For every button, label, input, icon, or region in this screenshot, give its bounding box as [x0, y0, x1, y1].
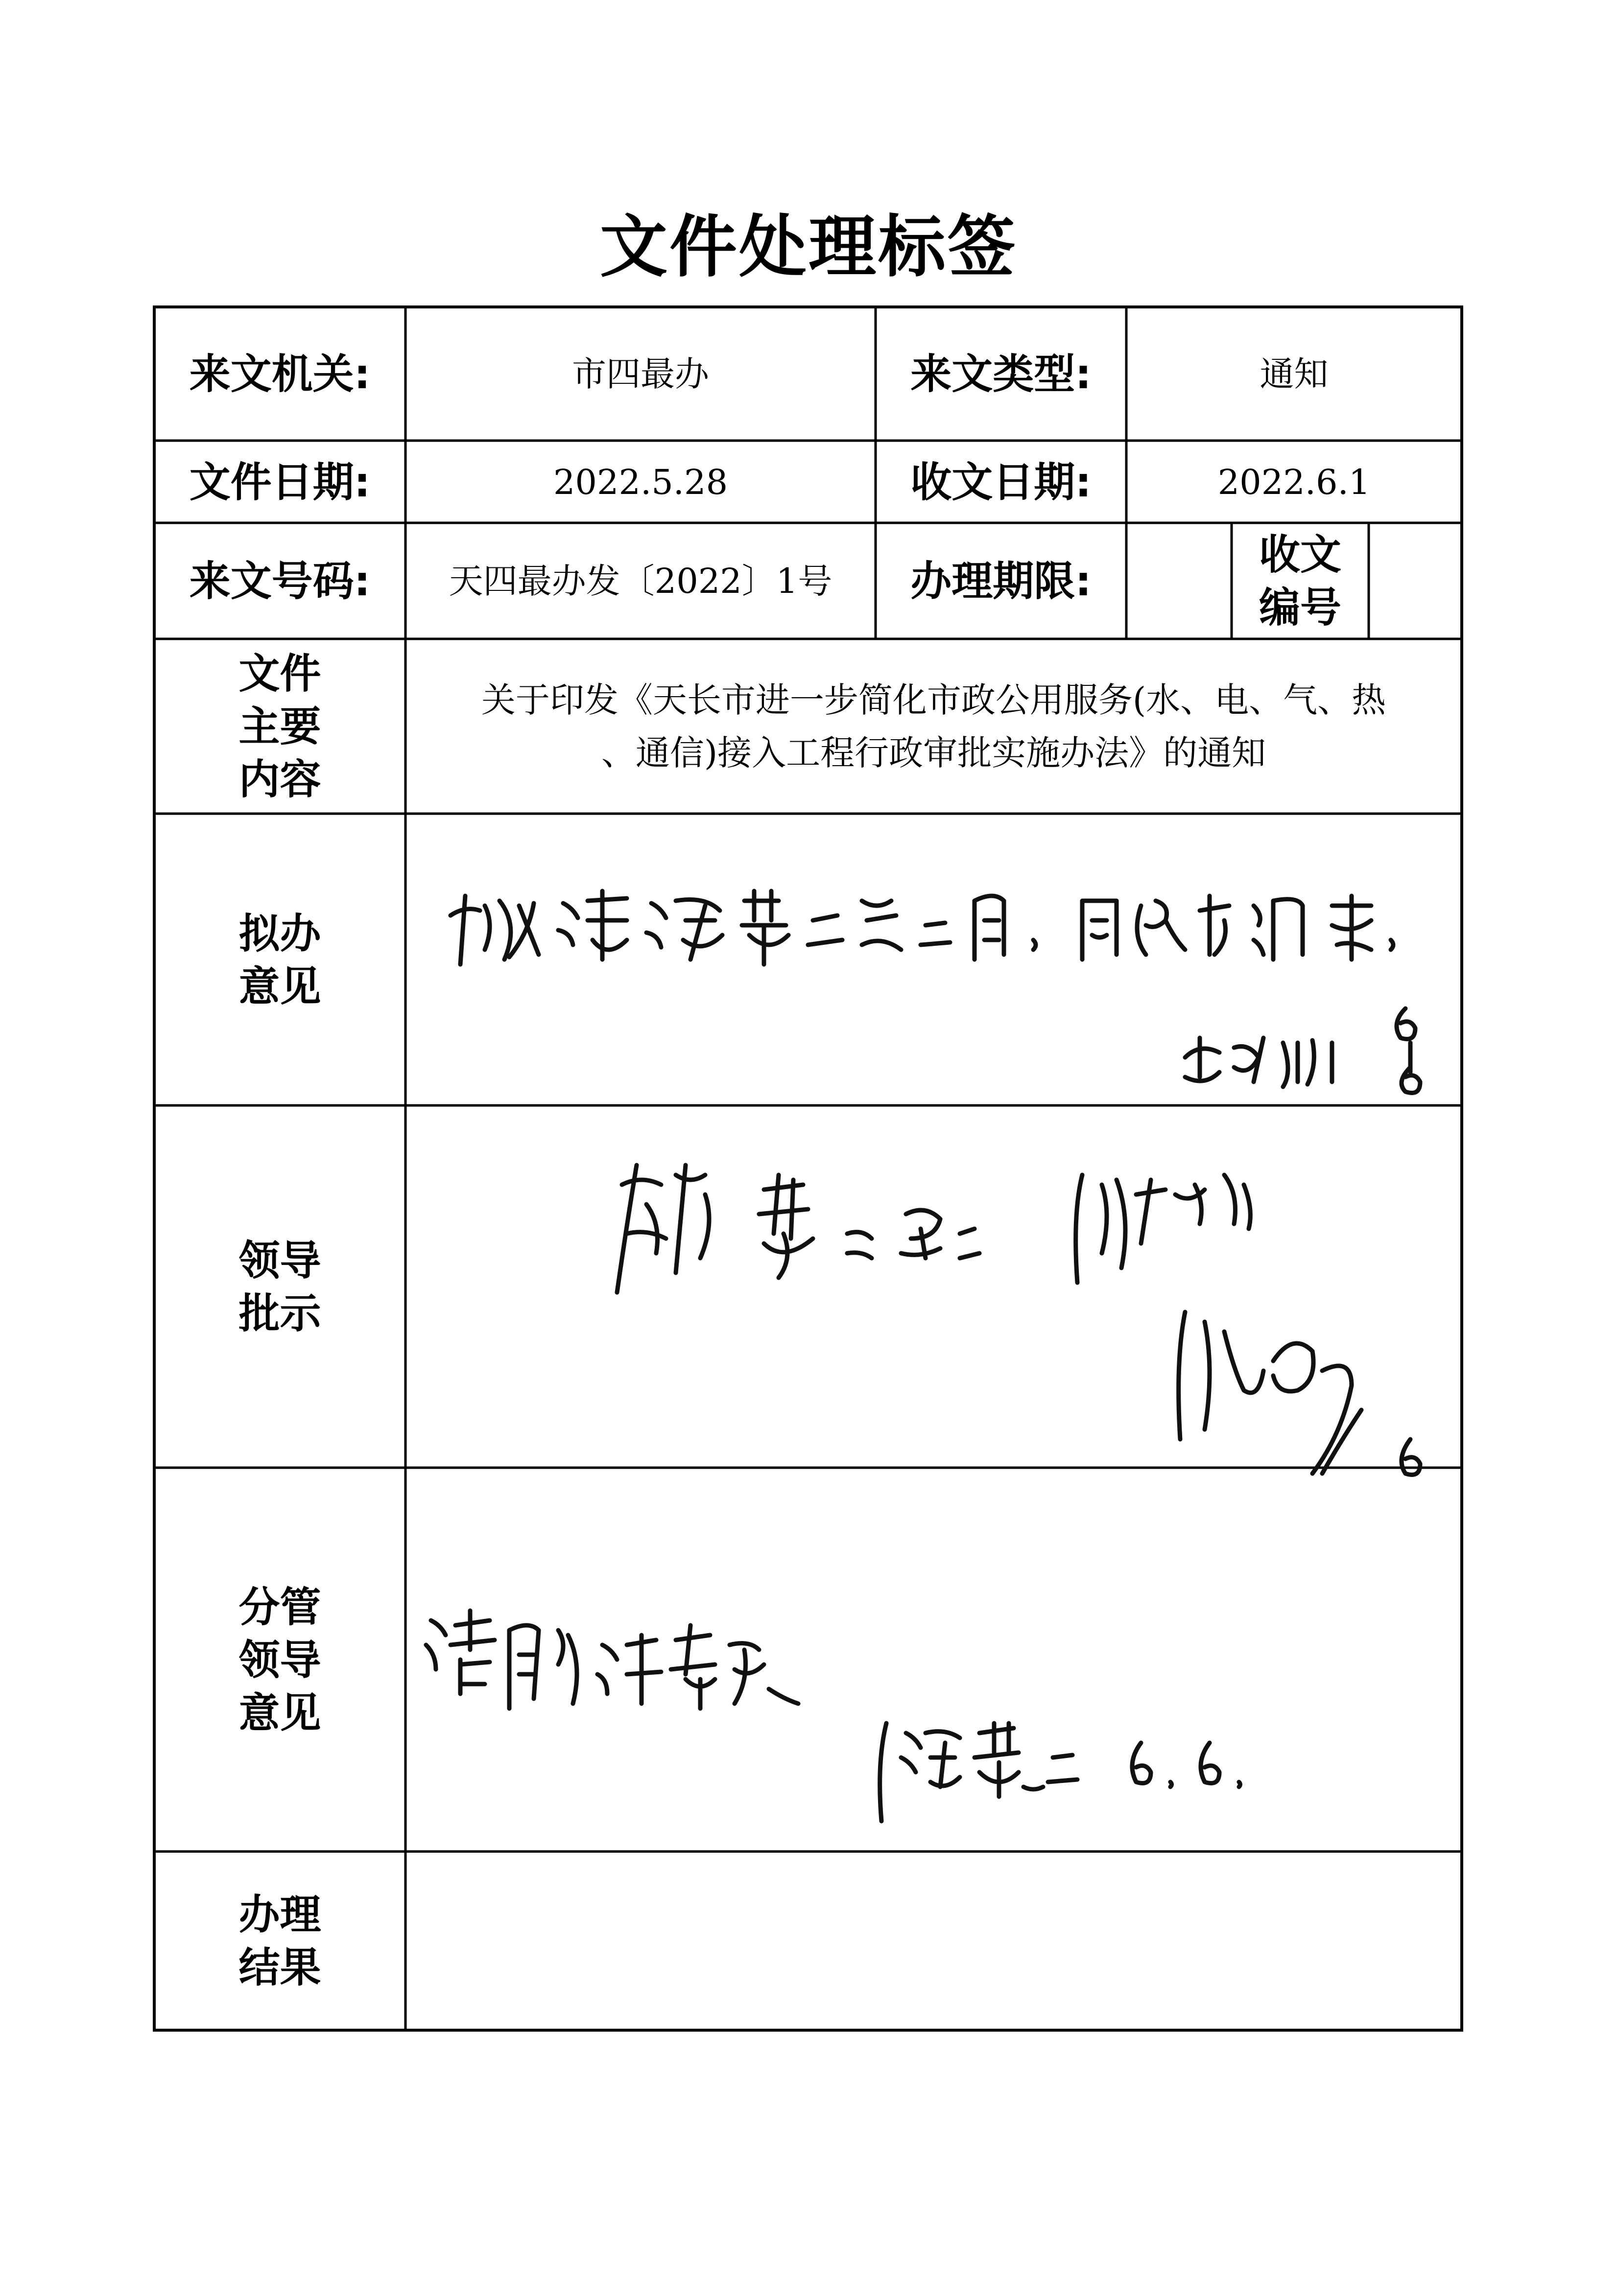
handwritten-proposed-opinion [451, 891, 1420, 1093]
value-document-number: 天四最办发〔2022〕1号 [449, 561, 832, 601]
label-deadline: 办理期限: [910, 557, 1092, 605]
page-title: 文件处理标签 [599, 208, 1017, 286]
label-leader-instruction: 领导 批示 [238, 1236, 321, 1337]
handwritten-supervisor-opinion [426, 1611, 1240, 1821]
label-supervisor-opinion: 分管 领导 意见 [238, 1583, 321, 1737]
label-handling-result: 办理 结果 [238, 1891, 321, 1991]
label-proposed-opinion: 拟办 意见 [238, 909, 321, 1010]
content-line-2: 、通信)接入工程行政审批实施办法》的通知 [601, 733, 1266, 773]
value-receive-date: 2022.6.1 [1217, 462, 1371, 502]
value-source-agency: 市四最办 [572, 354, 709, 394]
label-document-number: 来文号码: [189, 557, 371, 605]
label-source-agency: 来文机关: [189, 350, 371, 398]
label-receive-date: 收文日期: [910, 458, 1092, 506]
value-document-type: 通知 [1260, 354, 1329, 394]
handwritten-leader-instruction [617, 1165, 1420, 1475]
label-file-date: 文件日期: [189, 458, 371, 506]
label-main-content: 文件 主要 内容 [238, 650, 321, 803]
value-file-date: 2022.5.28 [553, 462, 728, 502]
content-line-1: 关于印发《天长市进一步简化市政公用服务(水、电、气、热 [481, 680, 1386, 720]
label-document-type: 来文类型: [910, 350, 1092, 398]
label-receipt-number: 收文 编号 [1259, 531, 1341, 632]
